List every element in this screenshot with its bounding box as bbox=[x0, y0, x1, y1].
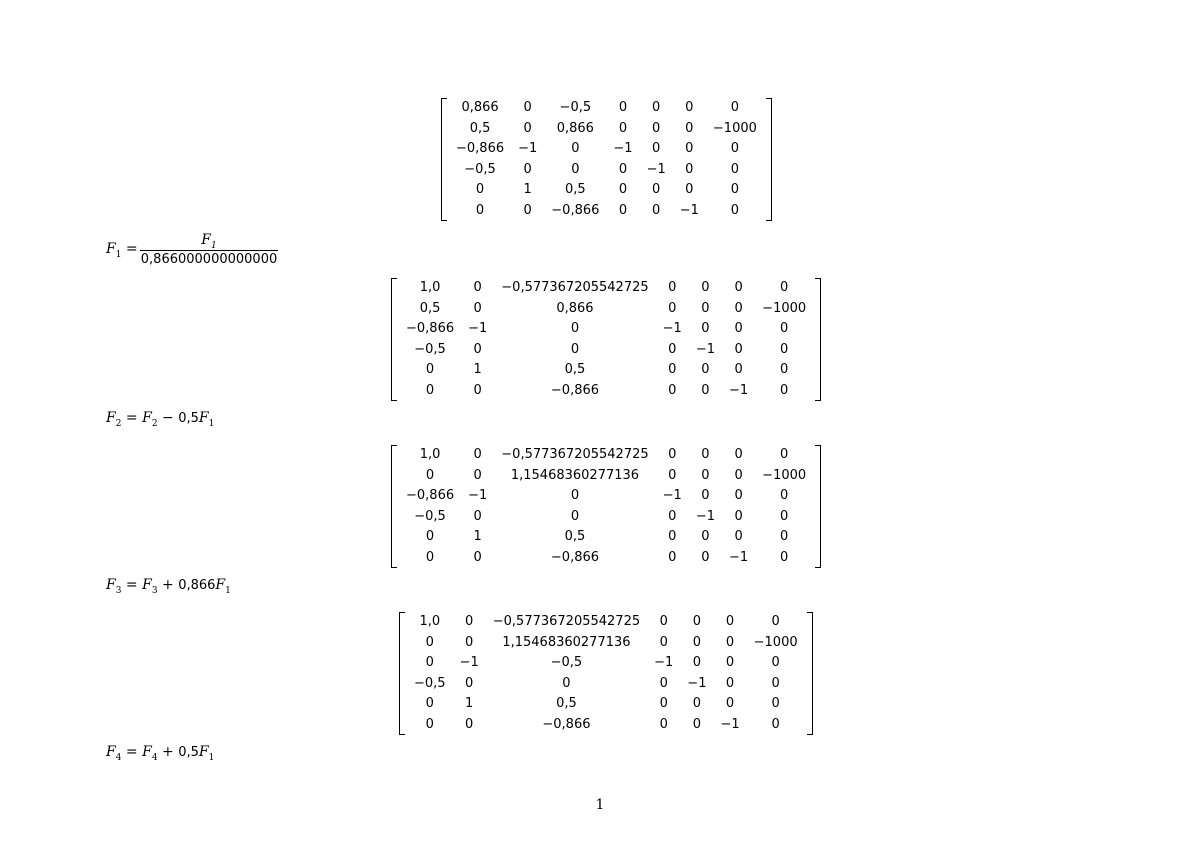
matrix-cell: 0 bbox=[425, 529, 435, 544]
matrix-cell: 0 bbox=[523, 161, 532, 177]
matrix-cell: −0,866 bbox=[406, 321, 455, 336]
matrix-cell: 0 bbox=[692, 634, 702, 650]
matrix-cell: −0,866 bbox=[550, 382, 600, 398]
matrix-cell: −1 bbox=[662, 321, 682, 336]
matrix-row bbox=[407, 633, 805, 654]
left-bracket bbox=[399, 612, 405, 735]
matrix-cell: 0 bbox=[668, 529, 677, 544]
matrix-cell: 0 bbox=[570, 341, 580, 357]
matrix-cell: 0 bbox=[570, 508, 580, 524]
matrix-cell: 0 bbox=[659, 696, 668, 711]
matrix-cell: 0 bbox=[730, 182, 740, 197]
matrix-cell: 0 bbox=[465, 716, 474, 732]
matrix-cell: −0,5 bbox=[414, 508, 446, 524]
matrix-cell: 0 bbox=[725, 696, 735, 711]
matrix-row bbox=[449, 139, 764, 160]
matrix-cell: 0,866 bbox=[556, 300, 594, 316]
matrix-cell: 0 bbox=[668, 382, 677, 398]
matrix-cell: 0 bbox=[692, 655, 702, 670]
matrix-cell: 0 bbox=[725, 655, 735, 670]
matrix-cell: 0 bbox=[780, 508, 789, 524]
matrix-cell: −1 bbox=[654, 655, 674, 670]
matrix-4 bbox=[399, 612, 813, 735]
matrix-cell: 0 bbox=[780, 529, 789, 544]
matrix-cell: −1 bbox=[695, 341, 715, 357]
matrix-cell: 0 bbox=[730, 161, 740, 177]
right-bracket bbox=[815, 278, 821, 401]
matrix-cell: 1 bbox=[465, 696, 474, 711]
matrix-cell: 0 bbox=[701, 447, 710, 462]
matrix-cell: 0 bbox=[701, 280, 710, 295]
matrix-cell: 0 bbox=[475, 202, 485, 218]
matrix-row bbox=[399, 507, 813, 528]
matrix-cell: 0 bbox=[659, 634, 668, 650]
matrix-cell: 0 bbox=[692, 696, 702, 711]
matrix-row bbox=[399, 548, 813, 569]
matrix-cell: 0 bbox=[780, 488, 789, 503]
matrix-3 bbox=[391, 445, 821, 568]
right-bracket bbox=[766, 98, 772, 221]
matrix-cell: 0 bbox=[771, 716, 780, 732]
matrix-cell: 0,5 bbox=[556, 696, 577, 711]
matrix-cell: 0 bbox=[465, 634, 474, 650]
matrix-cell: 0 bbox=[734, 341, 743, 357]
left-bracket bbox=[391, 445, 397, 568]
matrix-cell: −0,5 bbox=[559, 100, 592, 115]
fraction-bar bbox=[140, 250, 278, 251]
matrix-row bbox=[399, 445, 813, 466]
matrix-row bbox=[399, 486, 813, 507]
matrix-cell: 0 bbox=[701, 362, 710, 377]
matrix-cell: 0 bbox=[725, 634, 735, 650]
matrix-table bbox=[399, 278, 813, 401]
matrix-cell: 0 bbox=[618, 182, 628, 197]
matrix-cell: 0 bbox=[692, 716, 702, 732]
matrix-cell: −1 bbox=[662, 488, 682, 503]
matrix-cell: 0 bbox=[685, 182, 694, 197]
matrix-cell: −1 bbox=[459, 655, 479, 670]
matrix-cell: 0 bbox=[734, 529, 743, 544]
matrix-cell: 0 bbox=[473, 280, 482, 295]
matrix-cell: −0,5 bbox=[550, 655, 583, 670]
matrix-cell: 0 bbox=[701, 529, 710, 544]
matrix-cell: −1 bbox=[729, 549, 749, 565]
matrix-cell: 0 bbox=[473, 300, 482, 316]
matrix-cell: 0,866 bbox=[556, 120, 594, 136]
matrix-cell: 0 bbox=[570, 488, 580, 503]
matrix-row bbox=[407, 612, 805, 633]
matrix-cell: 0 bbox=[473, 508, 482, 524]
matrix-row bbox=[399, 381, 813, 402]
matrix-row bbox=[449, 160, 764, 181]
matrix-cell: 0 bbox=[571, 141, 580, 156]
matrix-cell: −1 bbox=[646, 161, 666, 177]
matrix-cell: 0,5 bbox=[564, 182, 586, 197]
matrix-table bbox=[407, 612, 805, 735]
matrix-row bbox=[399, 340, 813, 361]
left-bracket bbox=[391, 278, 397, 401]
matrix-cell: 0 bbox=[701, 549, 710, 565]
matrix-cell: 0 bbox=[659, 675, 668, 691]
matrix-cell: 0 bbox=[668, 280, 677, 295]
matrix-cell: −0,866 bbox=[542, 716, 591, 732]
matrix-cell: 0 bbox=[780, 280, 789, 295]
matrix-cell: 1 bbox=[473, 362, 482, 377]
matrix-cell: −1 bbox=[518, 141, 538, 156]
matrix-row bbox=[407, 715, 805, 736]
matrix-cell: 0 bbox=[425, 362, 435, 377]
matrix-cell: 0 bbox=[425, 467, 435, 483]
matrix-cell: −1 bbox=[679, 202, 699, 218]
matrix-cell: 0 bbox=[618, 100, 628, 115]
matrix-cell: 0 bbox=[771, 696, 780, 711]
matrix-cell: 0 bbox=[668, 467, 677, 483]
matrix-cell: 0 bbox=[668, 508, 677, 524]
matrix-cell: 0 bbox=[780, 382, 789, 398]
matrix-cell: 0 bbox=[618, 120, 628, 136]
matrix-cell: −0,577367205542725 bbox=[501, 280, 649, 295]
matrix-cell: 1,0 bbox=[419, 280, 441, 295]
matrix-cell: 0,5 bbox=[564, 529, 586, 544]
matrix-cell: −1000 bbox=[753, 634, 798, 650]
matrix-cell: 0 bbox=[473, 447, 482, 462]
matrix-cell: 0 bbox=[780, 549, 789, 565]
matrix-cell: −0,5 bbox=[414, 675, 446, 691]
matrix-cell: −1000 bbox=[762, 467, 807, 483]
matrix-cell: 0,5 bbox=[564, 362, 586, 377]
matrix-cell: 0,5 bbox=[419, 300, 441, 316]
matrix-cell: 0 bbox=[652, 182, 661, 197]
matrix-cell: 0 bbox=[685, 161, 694, 177]
matrix-cell: −1 bbox=[720, 716, 740, 732]
row-operation-4: $F_4 = F_4 + 0,5F_1$ bbox=[106, 744, 215, 763]
matrix-cell: 0 bbox=[734, 508, 743, 524]
matrix-cell: 0 bbox=[668, 549, 677, 565]
matrix-table bbox=[449, 98, 764, 221]
matrix-cell: 0 bbox=[425, 549, 435, 565]
matrix-cell: −1 bbox=[687, 675, 707, 691]
matrix-cell: 0 bbox=[465, 675, 474, 691]
matrix-cell: 0 bbox=[618, 202, 628, 218]
matrix-cell: 0 bbox=[425, 655, 434, 670]
matrix-cell: 0 bbox=[425, 696, 434, 711]
matrix-cell: 1 bbox=[473, 529, 482, 544]
matrix-cell: 0 bbox=[771, 655, 780, 670]
matrix-cell: 0 bbox=[685, 120, 694, 136]
matrix-cell: 0 bbox=[701, 300, 710, 316]
matrix-row bbox=[407, 694, 805, 715]
matrix-cell: −0,866 bbox=[456, 141, 505, 156]
matrix-row bbox=[399, 278, 813, 299]
matrix-cell: 0 bbox=[730, 141, 740, 156]
right-bracket bbox=[807, 612, 813, 735]
matrix-cell: 1 bbox=[523, 182, 532, 197]
matrix-cell: 0 bbox=[771, 675, 780, 691]
row-operation-2: $F_2 = F_2 - 0,5F_1$ bbox=[106, 410, 215, 429]
matrix-table bbox=[399, 445, 813, 568]
fraction-denominator: 0,866000000000000 bbox=[140, 252, 278, 267]
matrix-cell: 0 bbox=[734, 280, 743, 295]
matrix-cell: −0,577367205542725 bbox=[501, 447, 649, 462]
matrix-cell: 0 bbox=[652, 120, 661, 136]
matrix-cell: 0 bbox=[570, 321, 580, 336]
matrix-cell: 0 bbox=[780, 362, 789, 377]
matrix-cell: 1,15468360277136 bbox=[510, 467, 640, 483]
matrix-cell: 0 bbox=[701, 382, 710, 398]
matrix-cell: 0 bbox=[701, 321, 710, 336]
matrix-row bbox=[399, 466, 813, 487]
matrix-cell: 0 bbox=[523, 202, 532, 218]
matrix-cell: 0 bbox=[734, 467, 743, 483]
matrix-cell: 0 bbox=[425, 382, 435, 398]
matrix-cell: 0 bbox=[668, 362, 677, 377]
matrix-cell: 1,0 bbox=[419, 447, 441, 462]
matrix-cell: 0 bbox=[618, 161, 628, 177]
matrix-row bbox=[449, 180, 764, 201]
matrix-cell: 1,0 bbox=[419, 614, 441, 629]
matrix-cell: 0 bbox=[668, 300, 677, 316]
matrix-row bbox=[399, 360, 813, 381]
matrix-cell: −0,866 bbox=[550, 549, 600, 565]
matrix-cell: −1 bbox=[729, 382, 749, 398]
matrix-cell: 0 bbox=[571, 161, 580, 177]
matrix-cell: 0 bbox=[659, 716, 668, 732]
row-operation-3: $F_3 = F_3 + 0,866F_1$ bbox=[106, 577, 231, 596]
matrix-cell: 0 bbox=[659, 614, 668, 629]
matrix-cell: 0 bbox=[734, 300, 743, 316]
matrix-cell: 0 bbox=[771, 614, 780, 629]
matrix-cell: −1 bbox=[468, 321, 488, 336]
matrix-row bbox=[407, 653, 805, 674]
matrix-cell: 0 bbox=[652, 202, 661, 218]
matrix-cell: 0 bbox=[725, 614, 735, 629]
matrix-cell: 0 bbox=[475, 182, 485, 197]
matrix-cell: 0 bbox=[692, 614, 702, 629]
matrix-row bbox=[407, 674, 805, 695]
matrix-cell: 0 bbox=[701, 467, 710, 483]
operation-lhs: $F_1$ = bbox=[106, 241, 138, 260]
matrix-cell: 0 bbox=[668, 447, 677, 462]
matrix-cell: 0 bbox=[523, 120, 532, 136]
matrix-cell: 0 bbox=[425, 634, 434, 650]
matrix-cell: 0 bbox=[473, 467, 482, 483]
matrix-cell: 0 bbox=[473, 382, 482, 398]
matrix-cell: 0 bbox=[425, 716, 434, 732]
matrix-row bbox=[449, 119, 764, 140]
matrix-cell: 1,15468360277136 bbox=[502, 634, 631, 650]
matrix-cell: 0 bbox=[652, 100, 661, 115]
matrix-cell: −0,5 bbox=[464, 161, 496, 177]
matrix-cell: 0 bbox=[780, 447, 789, 462]
matrix-cell: 0,866 bbox=[461, 100, 499, 115]
matrix-row bbox=[399, 527, 813, 548]
matrix-row bbox=[449, 98, 764, 119]
matrix-cell: −0,866 bbox=[406, 488, 455, 503]
matrix-cell: 0 bbox=[652, 141, 661, 156]
matrix-1 bbox=[441, 98, 772, 221]
matrix-cell: 0 bbox=[685, 100, 694, 115]
matrix-cell: 0 bbox=[465, 614, 474, 629]
matrix-2 bbox=[391, 278, 821, 401]
matrix-cell: 0 bbox=[473, 341, 482, 357]
matrix-cell: 0 bbox=[725, 675, 735, 691]
matrix-cell: −0,5 bbox=[414, 341, 446, 357]
matrix-cell: 0 bbox=[730, 100, 740, 115]
left-bracket bbox=[441, 98, 447, 221]
matrix-cell: 0 bbox=[734, 488, 743, 503]
matrix-row bbox=[399, 299, 813, 320]
matrix-cell: −0,866 bbox=[551, 202, 600, 218]
matrix-cell: −1 bbox=[695, 508, 715, 524]
right-bracket bbox=[815, 445, 821, 568]
matrix-cell: 0 bbox=[734, 447, 743, 462]
matrix-cell: −1 bbox=[613, 141, 633, 156]
matrix-cell: 0 bbox=[685, 141, 694, 156]
row-operation-1 bbox=[106, 231, 286, 273]
matrix-cell: 0 bbox=[780, 321, 789, 336]
matrix-cell: −1 bbox=[468, 488, 488, 503]
page-number: 1 bbox=[595, 797, 605, 813]
matrix-cell: 0 bbox=[780, 341, 789, 357]
matrix-cell: 0 bbox=[730, 202, 740, 218]
matrix-cell: 0 bbox=[668, 341, 677, 357]
matrix-cell: 0 bbox=[734, 321, 743, 336]
matrix-cell: −1000 bbox=[762, 300, 807, 316]
matrix-cell: −1000 bbox=[712, 120, 757, 136]
fraction-numerator: $F_1$ bbox=[201, 232, 217, 251]
fraction bbox=[140, 231, 278, 268]
matrix-cell: 0 bbox=[734, 362, 743, 377]
matrix-cell: 0 bbox=[473, 549, 482, 565]
matrix-cell: 0 bbox=[701, 488, 710, 503]
matrix-row bbox=[449, 201, 764, 222]
matrix-cell: 0,5 bbox=[469, 120, 491, 136]
matrix-cell: 0 bbox=[523, 100, 532, 115]
matrix-row bbox=[399, 319, 813, 340]
matrix-cell: −0,577367205542725 bbox=[492, 614, 641, 629]
matrix-cell: 0 bbox=[562, 675, 571, 691]
